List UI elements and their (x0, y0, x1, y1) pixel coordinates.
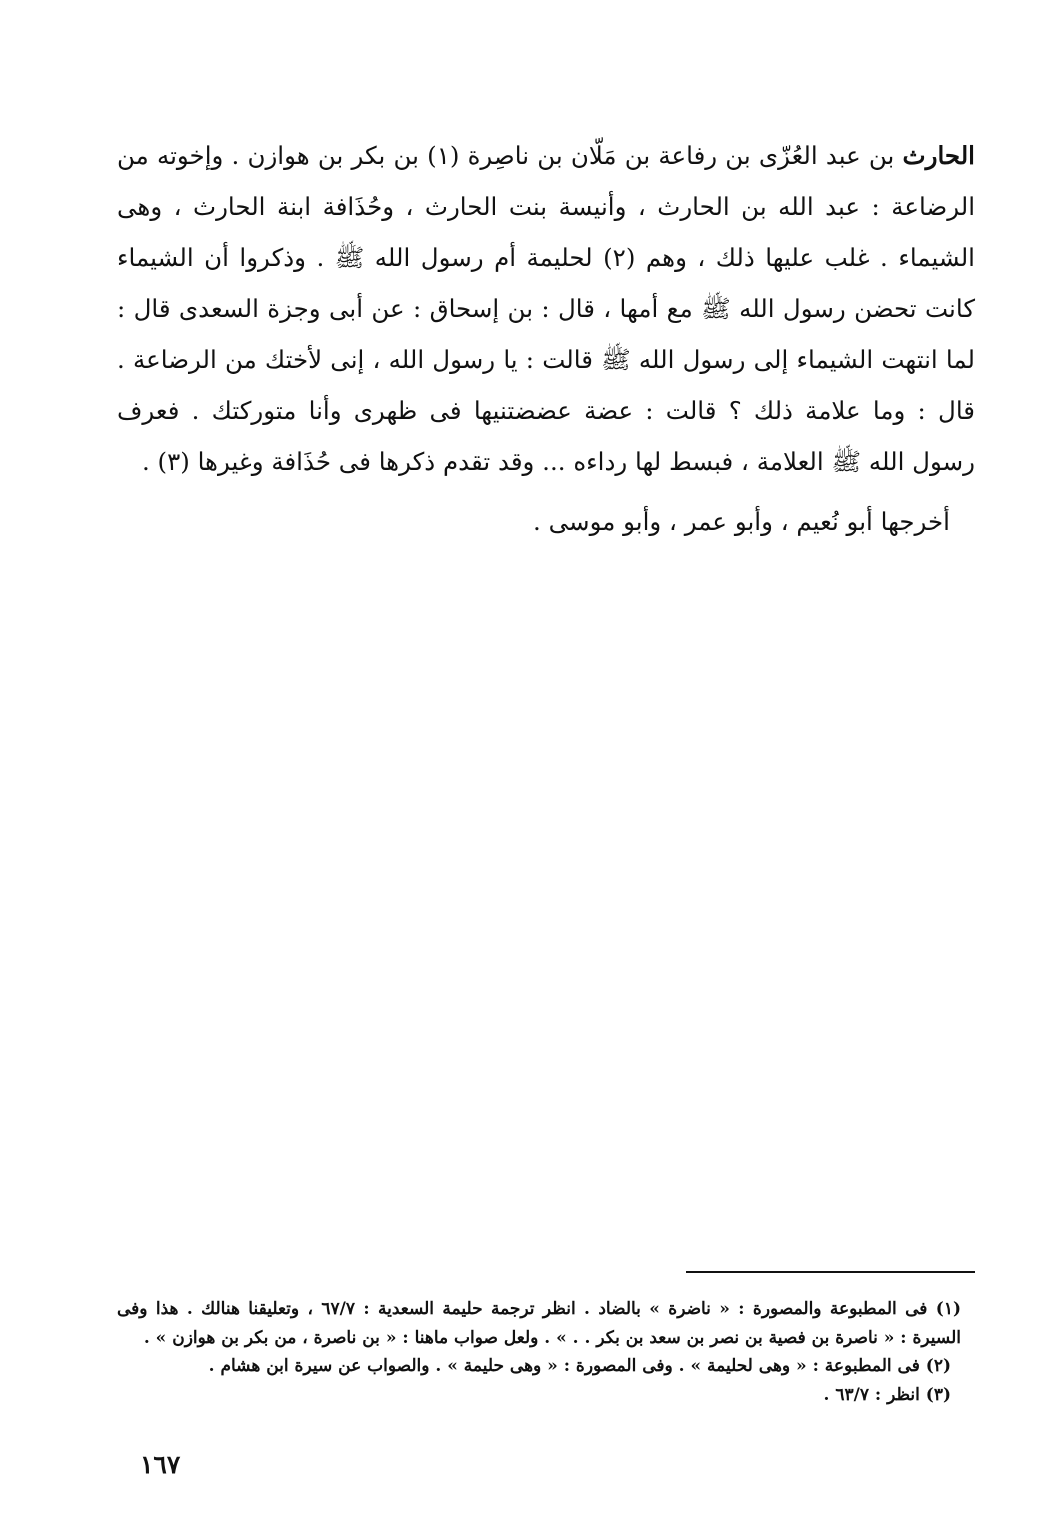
main-text-block (117, 130, 975, 487)
main-paragraph (117, 130, 975, 487)
footnote-divider (686, 1271, 975, 1273)
footnotes-section (117, 1295, 975, 1409)
closing-paragraph: أخرجها أبو نُعيم ، وأبو عمر ، وأبو موسى . (533, 507, 950, 536)
footnote-2: (٢) فى المطبوعة : « وهى لحليمة » . وفى المصورة : « وهى حليمة » . والصواب عن سيرة ابن هشام . (208, 1356, 951, 1376)
page-number: ١٦٧ (140, 1450, 181, 1479)
footnote-3: (٣) انظر : ٦٣/٧ . (823, 1384, 951, 1405)
main-paragraph-text: بن عبد العُزّى بن رفاعة بن مَلّان بن ناصِرة (١) بن بكر بن هوازن . وإخوته من الرضاعة : عبد الله بن الحارث ، وأنيسة بنت الحارث ، وحُذَافة ابنة الحارث ، وهى الشيماء . غلب عليها ذلك ، وهم (٢) لحليمة أم رسول الله ﷺ . وذكروا أن الشيماء كانت تحضن رسول الله ﷺ مع أمها ، قال : بن إسحاق : عن أبى وجزة السعدى قال : لما انتهت الشيماء إلى رسول الله ﷺ قالت : يا رسول الله ، إنى لأختك من الرضاعة . قال : وما علامة ذلك ؟ قالت : عضة عضضتنيها فى ظهرى وأنا متوركتك . فعرف رسول الله ﷺ العلامة ، فبسط لها رداءه ... وقد تقدم ذكرها فى حُذَافة وغيرها (٣) . (117, 141, 975, 476)
footnote-1: (١) فى المطبوعة والمصورة : « ناضرة » بالضاد . انظر ترجمة حليمة السعدية : ٦٧/٧ ، وتعليقنا هنالك . هذا وفى السيرة : « ناصرة بن فصية بن نصر بن سعد بن بكر . . » . ولعل صواب ماهنا : « بن ناصرة ، من بكر بن هوازن » . (117, 1299, 961, 1348)
lead-word: الحارث (902, 141, 975, 170)
